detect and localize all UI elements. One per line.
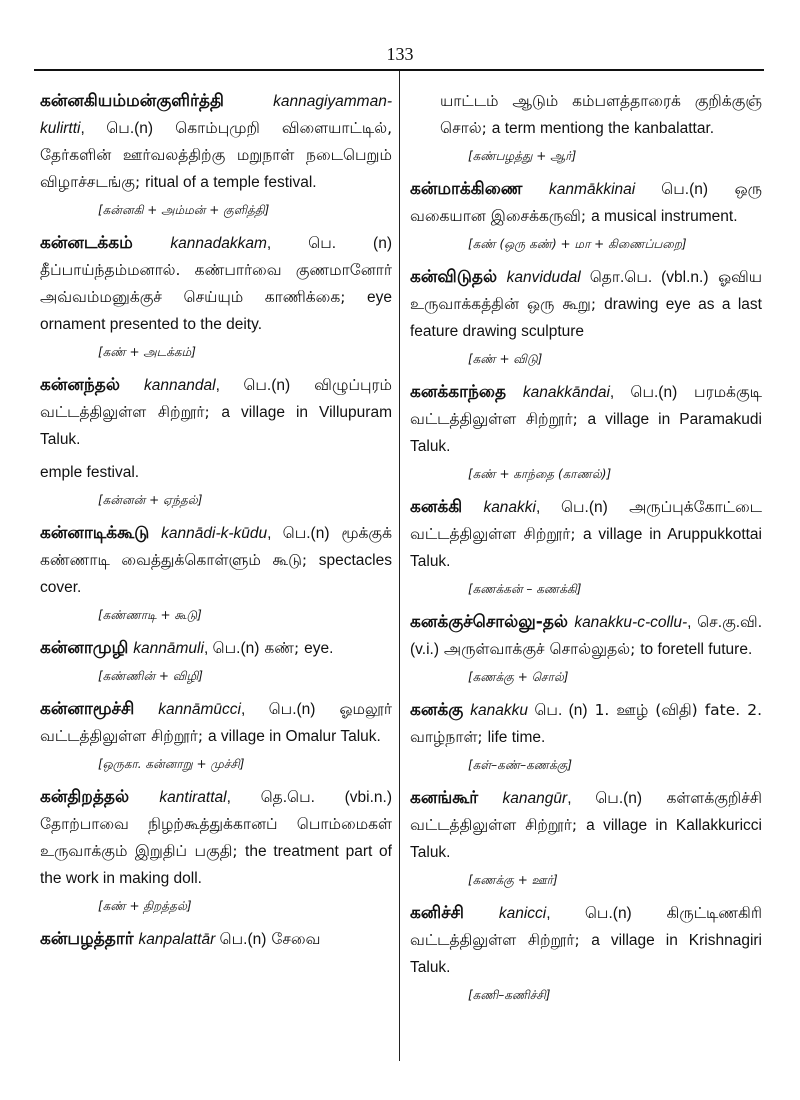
transliteration: kannādi-k-kūdu [161,525,268,542]
transliteration: kanakku [470,702,528,719]
tamil-definition: கண்; [264,639,300,657]
english-definition: a village in Krishnagiri Taluk. [410,932,762,976]
transliteration: kanakkāndai [522,384,610,401]
transliteration: kanicci [498,905,547,922]
english-definition: a village in Omalur Taluk. [207,728,381,745]
part-of-speech: , பெ.(n) [546,905,632,922]
etymology: [கணக்கன் – கணக்கி] [468,582,582,596]
headword: கன்விடுதல் [410,267,498,287]
tamil-definition: ஓவிய உருவாக்கத்தின் ஒரு கூறு; [410,268,762,313]
etymology: [கண்ணின் + விழி] [98,669,203,683]
english-definition: life time. [487,729,546,746]
etymology: [கண் (ஒரு கண்) + மா + கிணைப்பறை] [468,237,687,251]
part-of-speech: தொ.பெ. (vbl.n.) [580,269,709,286]
tamil-definition: 1. ஊழ் (விதி) fate. 2. வாழ்நாள்; [410,701,762,746]
transliteration: kannandal [144,377,216,394]
transliteration: kannāmuli [133,640,204,657]
etymology: [கணக்கு + ஊர்] [468,873,558,887]
dictionary-entry [40,520,392,625]
english-definition: a village in Paramakudi Taluk. [410,411,762,455]
part-of-speech: , பெ.(n) [203,640,260,657]
dictionary-entry [40,230,392,362]
stray-text-line: emple festival. [40,464,140,481]
tamil-definition: கொம்புமுறி விளையாட்டில், தேர்களின் ஊர்வலத்திற்கு மறுநாள் நடைபெறும் விழாச்சடங்கு; [40,119,392,191]
english-definition: a village in Aruppukkottai Taluk. [410,526,762,570]
dictionary-entry [40,635,392,686]
headword: கன்திறத்தல் [40,787,130,807]
column-divider [399,71,400,1061]
dictionary-entry [40,926,392,953]
tamil-definition: ஒரு வகையான இசைக்கருவி; [410,180,762,225]
headword: கனிச்சி [410,903,464,923]
english-definition: eye ornament presented to the deity. [40,289,392,333]
headword: கனக்காந்தை [410,382,507,402]
tamil-definition: கள்ளக்குறிச்சி வட்டத்திலுள்ள சிற்றூர்; [410,789,762,834]
headword: கனங்கூர் [410,788,479,808]
english-definition: to foretell future. [640,641,753,658]
page-number: 133 [386,44,414,64]
english-definition: eye. [304,640,334,657]
dictionary-entry [410,900,762,1005]
etymology: [ஒருகா. கன்னாறு + முச்சி] [98,757,245,771]
dictionary-entry [40,372,392,453]
part-of-speech: , பெ.(n) [567,790,643,807]
headword: கன்னாமூச்சி [40,699,135,719]
etymology: [கண் + விடு] [468,352,543,366]
transliteration: kanakku-c-collu- [574,614,688,631]
english-definition: a term mentiong the kanbalattar. [491,120,715,137]
etymology: [கணி–கணிச்சி] [468,988,551,1002]
tamil-definition: அருள்வாக்குச் சொல்லுதல்; [443,640,636,658]
part-of-speech: பெ.(n) [215,931,267,948]
part-of-speech: , பெ.(n) [609,384,678,401]
headword: கன்னடக்கம் [40,233,133,253]
part-of-speech: , பெ.(n) [80,120,154,137]
tamil-definition: விழுப்புரம் வட்டத்திலுள்ள சிற்றூர்; [40,376,392,421]
headword: கன்மாக்கிணை [410,179,523,199]
english-definition: a musical instrument. [591,208,738,225]
dictionary-entry [40,88,392,220]
tamil-definition: யாட்டம் ஆடும் கம்பளத்தாரைக் குறிக்குஞ் சொல்; [440,92,762,137]
tamil-definition: மூக்குக் கண்ணாடி வைத்துக்கொள்ளும் கூடு; [40,524,392,569]
english-definition: the treatment part of the work in making doll. [40,843,392,887]
dictionary-entry [410,176,762,254]
dictionary-entry [410,785,762,890]
english-definition: a village in Villupuram Taluk. [40,404,392,448]
headword: கன்னந்தல் [40,375,120,395]
left-column [40,88,392,958]
headword: கனக்குச்சொல்லு-தல் [410,612,569,632]
headword: கன்னகியம்மன்குளிர்த்தி [40,91,224,111]
dictionary-entry [40,696,392,774]
english-definition: a village in Kallakkuricci Taluk. [410,817,763,861]
headword: கனக்கி [410,497,463,517]
transliteration: kantirattal [159,789,227,806]
tamil-definition: அருப்புக்கோட்டை வட்டத்திலுள்ள சிற்றூர்; [410,498,762,543]
etymology: [கள்–கண்–கணக்கு] [468,758,573,772]
transliteration: kanakki [483,499,536,516]
headword: கன்னாமுழி [40,638,129,658]
headword: கன்னாடிக்கூடு [40,523,150,543]
part-of-speech: , தெ.பெ. (vbi.n.) [226,789,392,806]
part-of-speech: பெ. (n) [527,702,588,719]
headword: கனக்கு [410,700,464,720]
dictionary-entry [40,784,392,916]
etymology: [கன்னகி + அம்மன் + குளித்தி] [98,203,270,217]
english-definition: spectacles cover. [40,552,392,596]
tamil-definition: தோற்பாவை நிழற்கூத்துக்கானப் பொம்மைகள் உருவாக்கும் இறுதிப் பகுதி; [40,815,392,860]
dictionary-entry [410,697,762,775]
part-of-speech: , பெ.(n) [536,499,608,516]
tamil-definition: ஓமலூர் வட்டத்திலுள்ள சிற்றூர்; [40,700,392,745]
etymology: [கண்பழத்து + ஆர்] [468,149,577,163]
part-of-speech: பெ.(n) [635,181,709,198]
etymology: [கண்ணாடி + கூடு] [98,608,202,622]
part-of-speech: , பெ.(n) [240,701,316,718]
transliteration: kannāmūcci [158,701,241,718]
etymology: [கணக்கு + சொல்] [468,670,569,684]
entry-continuation [410,88,762,166]
transliteration: kanangūr [502,790,568,807]
etymology: [கண் + அடக்கம்] [98,345,196,359]
etymology: [கண் + திறத்தல்] [98,899,192,913]
part-of-speech: , செ.கு.வி.(v.i.) [410,614,762,658]
etymology: [கண் + காந்தை (காணல்)] [468,467,612,481]
dictionary-entry [410,379,762,484]
transliteration: kannagiyamman-kulirtti [40,93,392,137]
dictionary-entry [410,264,762,369]
english-definition: drawing eye as a last feature drawing sculpture [410,296,762,340]
tamil-definition: கிருட்டிணகிரி வட்டத்திலுள்ள சிற்றூர்; [410,904,762,949]
dictionary-entry [410,494,762,599]
part-of-speech: , பெ. (n) [266,235,392,252]
tamil-definition: தீப்பாய்ந்தம்மனால். கண்பார்வை குணமானோர் அவ்வம்மனுக்குச் செய்யும் காணிக்கை; [40,261,392,306]
dictionary-entry [410,609,762,687]
right-column [410,88,762,1015]
english-definition: ritual of a temple festival. [145,174,317,191]
tamil-definition: சேவை [271,930,321,948]
transliteration: kannadakkam [170,235,267,252]
transliteration: kanpalattār [138,931,216,948]
part-of-speech: , பெ.(n) [267,525,330,542]
headword: கன்பழத்தார் [40,929,134,949]
transliteration: kanvidudal [506,269,581,286]
etymology: [கன்னன் + ஏந்தல்] [98,493,203,507]
transliteration: kanmākkinai [549,181,636,198]
tamil-definition: பரமக்குடி வட்டத்திலுள்ள சிற்றூர்; [410,383,762,428]
part-of-speech: , பெ.(n) [215,377,291,394]
